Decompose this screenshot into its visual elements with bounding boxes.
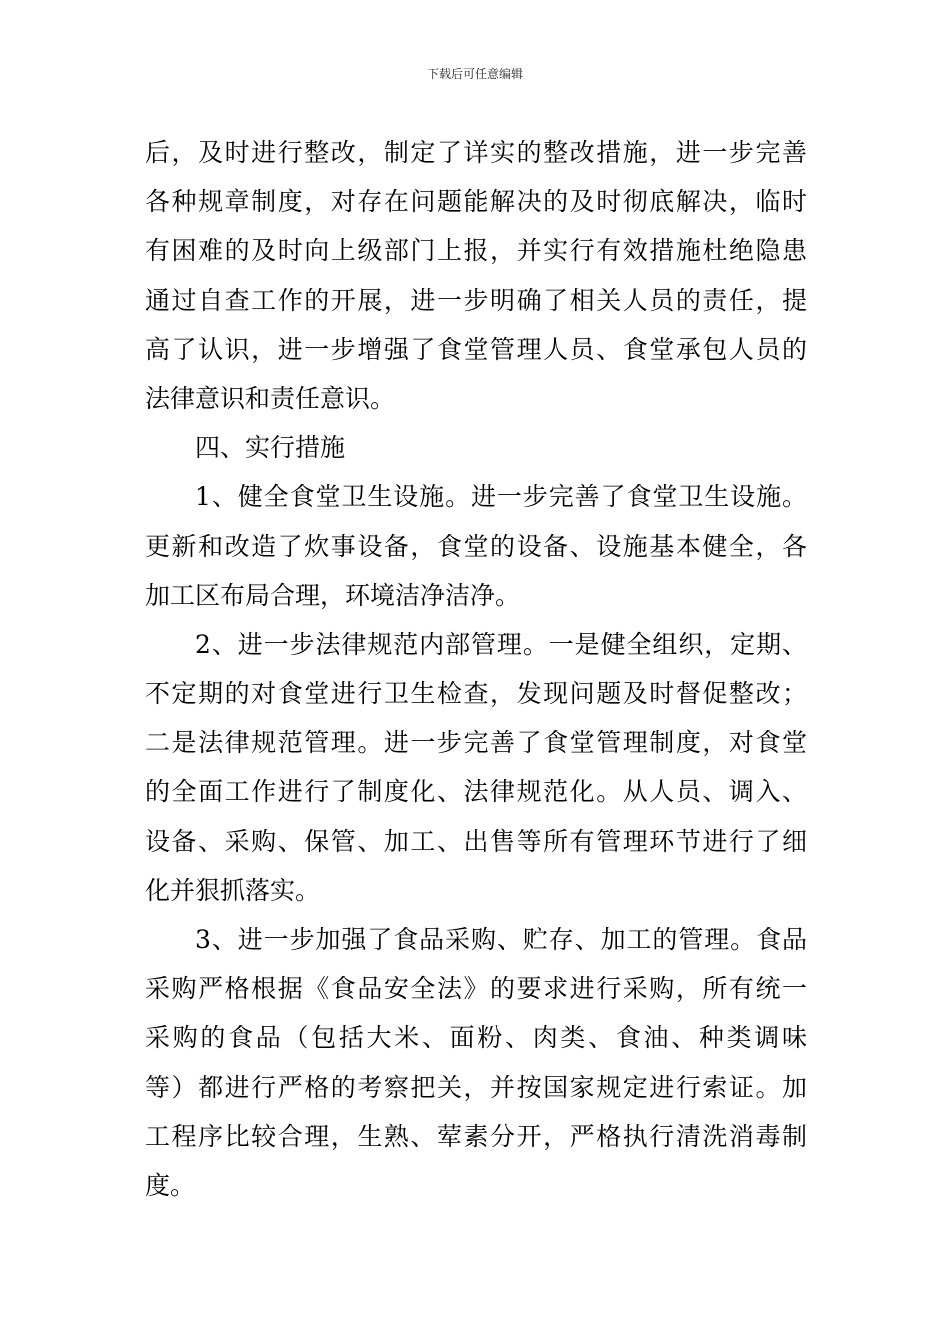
text-line: 工程序比较合理，生熟、荤素分开，严格执行清洗消毒制 <box>145 1121 807 1151</box>
text-line: 1、健全食堂卫生设施。进一步完善了食堂卫生设施。 <box>195 482 807 512</box>
text-line: 通过自查工作的开展，进一步明确了相关人员的责任，提 <box>145 285 807 315</box>
text-line: 更新和改造了炊事设备，食堂的设备、设施基本健全，各 <box>145 531 807 561</box>
text-line: 不定期的对食堂进行卫生检查，发现问题及时督促整改； <box>145 679 807 709</box>
text-line: 加工区布局合理，环境洁净洁净。 <box>145 580 521 610</box>
text-line: 后，及时进行整改，制定了详实的整改措施，进一步完善 <box>145 138 807 167</box>
text-line: 有困难的及时向上级部门上报，并实行有效措施杜绝隐患 <box>145 236 807 266</box>
page-header: 下载后可任意编辑 <box>426 67 523 81</box>
text-line: 四、实行措施 <box>195 433 346 463</box>
text-line: 3、进一步加强了食品采购、贮存、加工的管理。食品 <box>195 925 807 954</box>
text-line: 化并狠抓落实。 <box>145 875 321 905</box>
text-line: 采购严格根据《食品安全法》的要求进行采购，所有统一 <box>145 974 807 1004</box>
text-line: 采购的食品（包括大米、面粉、肉类、食油、种类调味 <box>145 1023 807 1053</box>
text-line: 的全面工作进行了制度化、法律规范化。从人员、调入、 <box>145 777 807 807</box>
text-line: 各种规章制度，对存在问题能解决的及时彻底解决，临时 <box>145 187 807 217</box>
text-line: 设备、采购、保管、加工、出售等所有管理环节进行了细 <box>145 826 807 856</box>
text-line: 二是法律规范管理。进一步完善了食堂管理制度，对食堂 <box>145 728 807 758</box>
text-line: 度。 <box>145 1170 196 1200</box>
text-line: 高了认识，进一步增强了食堂管理人员、食堂承包人员的 <box>145 334 807 364</box>
text-line: 法律意识和责任意识。 <box>145 383 396 413</box>
text-line: 等）都进行严格的考察把关，并按国家规定进行索证。加 <box>145 1072 807 1102</box>
body-text <box>145 128 807 1210</box>
text-line: 2、进一步法律规范内部管理。一是健全组织，定期、 <box>195 629 807 659</box>
